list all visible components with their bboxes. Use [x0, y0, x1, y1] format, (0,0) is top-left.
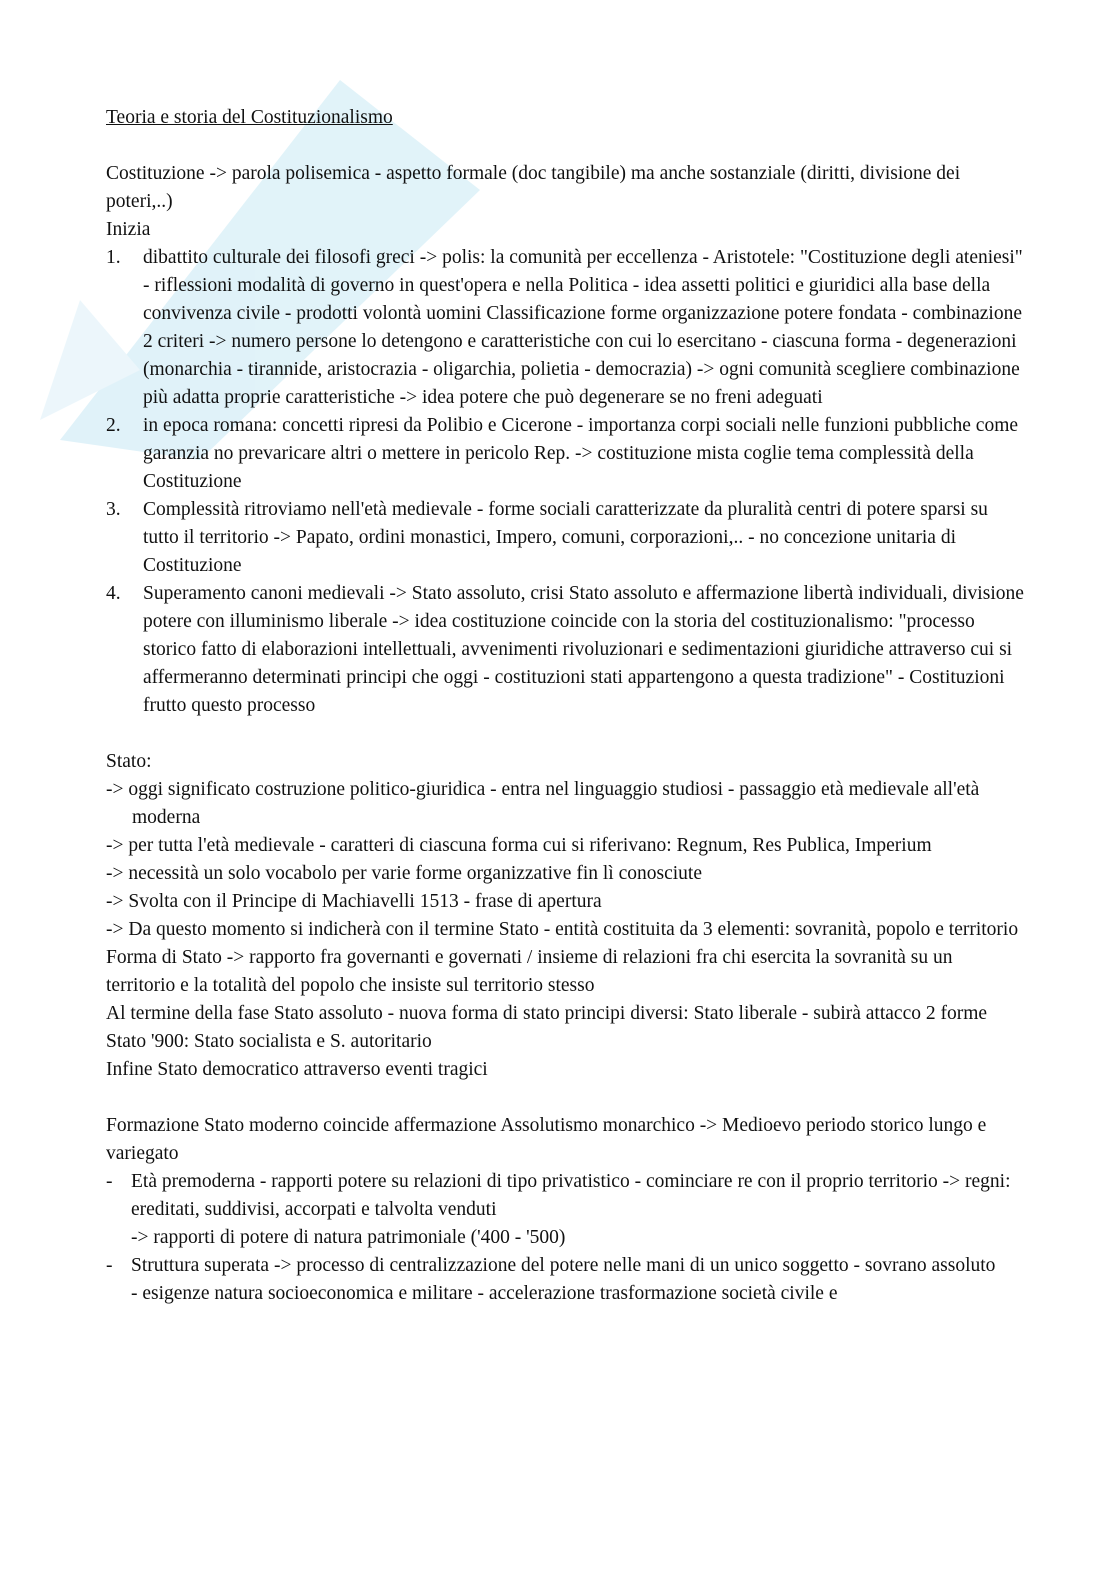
intro-line: Costituzione -> parola polisemica - aspetto formale (doc tangibile) ma anche sostanziale (diritti, divisione dei poteri,..) — [106, 163, 961, 212]
stato-arrow-line: -> necessità un solo vocabolo per varie forme organizzative fin lì conosciute — [106, 863, 702, 884]
intro-label: Inizia — [106, 219, 151, 240]
bullet-subline: - esigenze natura socioeconomica e militare - accelerazione trasformazione società civile e — [131, 1283, 838, 1304]
list-text: dibattito culturale dei filosofi greci -> polis: la comunità per eccellenza - Aristotele: "Costituzione degli ateniesi" - riflessioni modalità di governo in quest'opera e nella Politica - idea assetti politici e giuridici alla base della convivenza civile - prodotti volontà uomini Classificazione forme organizzazione potere fondata - combinazione 2 criteri -> numero persone lo detengono e caratteristiche con cui lo esercitano - ciascuna forma - degenerazioni (monarchia - tirannide, aristocrazia - oligarchia, polietia - democrazia) -> ogni comunità scegliere combinazione più adatta proprie caratteristiche -> idea potere che può degenerare se no freni adeguati — [143, 247, 1023, 408]
list-text: in epoca romana: concetti ripresi da Polibio e Cicerone - importanza corpi sociali nelle funzioni pubbliche come garanzia no prevaricare altri o mettere in pericolo Rep. -> costituzione mista coglie tema complessità della Costituzione — [143, 415, 1019, 492]
document-title: Teoria e storia del Costituzionalismo — [106, 107, 393, 128]
stato-arrow-line: -> per tutta l'età medievale - caratteri di ciascuna forma cui si riferivano: Regnum, Res Publica, Imperium — [106, 835, 932, 856]
stato-democratico-paragraph: Infine Stato democratico attraverso eventi tragici — [106, 1059, 488, 1080]
stato-arrow-line: -> Svolta con il Principe di Machiavelli 1513 - frase di apertura — [106, 891, 602, 912]
bullet-mark: - — [106, 1171, 113, 1192]
list-number: 3. — [106, 499, 121, 520]
list-item — [106, 496, 1026, 580]
document-body — [106, 104, 1026, 1308]
list-item — [106, 244, 1026, 412]
list-text: Complessità ritroviamo nell'età medievale - forme sociali caratterizzate da pluralità centri di potere sparsi su tutto il territorio -> Papato, ordini monastici, Impero, comuni, corporazioni,.. - no concezione unitaria di Costituzione — [143, 499, 988, 576]
bullet-item — [106, 1252, 1026, 1308]
list-number: 2. — [106, 415, 121, 436]
list-number: 4. — [106, 583, 121, 604]
numbered-list — [106, 244, 1026, 720]
stato-arrow-line: -> Da questo momento si indicherà con il termine Stato - entità costituita da 3 elementi: sovranità, popolo e territorio — [106, 919, 1019, 940]
stato-heading: Stato: — [106, 751, 152, 772]
stato-assoluto-paragraph: Al termine della fase Stato assoluto - nuova forma di stato principi diversi: Stato liberale - subirà attacco 2 forme Stato '900: Stato socialista e S. autoritario — [106, 1003, 988, 1052]
list-item — [106, 580, 1026, 720]
bullet-text: Età premoderna - rapporti potere su relazioni di tipo privatistico - cominciare re con il proprio territorio -> regni: ereditati, suddivisi, accorpati e talvolta venduti — [131, 1171, 1011, 1220]
bullet-mark: - — [106, 1255, 113, 1276]
bullet-item — [106, 1168, 1026, 1252]
formazione-paragraph: Formazione Stato moderno coincide affermazione Assolutismo monarchico -> Medioevo periodo storico lungo e variegato — [106, 1115, 987, 1164]
list-text: Superamento canoni medievali -> Stato assoluto, crisi Stato assoluto e affermazione libertà individuali, divisione potere con illuminismo liberale -> idea costituzione coincide con la storia del costituzionalismo: "processo storico fatto di elaborazioni intellettuali, avvenimenti rivoluzionari e sedimentazioni giuridiche attraverso cui si affermeranno determinati principi che oggi - costituzioni stati appartengono a questa tradizione" - Costituzioni frutto questo processo — [143, 583, 1024, 716]
stato-arrow-line: -> oggi significato costruzione politico-giuridica - entra nel linguaggio studiosi - passaggio età medievale all'età moderna — [106, 779, 980, 828]
list-number: 1. — [106, 247, 121, 268]
bullet-text: Struttura superata -> processo di centralizzazione del potere nelle mani di un unico soggetto - sovrano assoluto — [131, 1255, 996, 1276]
list-item — [106, 412, 1026, 496]
bullet-subline: -> rapporti di potere di natura patrimoniale ('400 - '500) — [131, 1227, 566, 1248]
forma-di-stato-paragraph: Forma di Stato -> rapporto fra governanti e governati / insieme di relazioni fra chi esercita la sovranità su un territorio e la totalità del popolo che insiste sul territorio stesso — [106, 947, 953, 996]
